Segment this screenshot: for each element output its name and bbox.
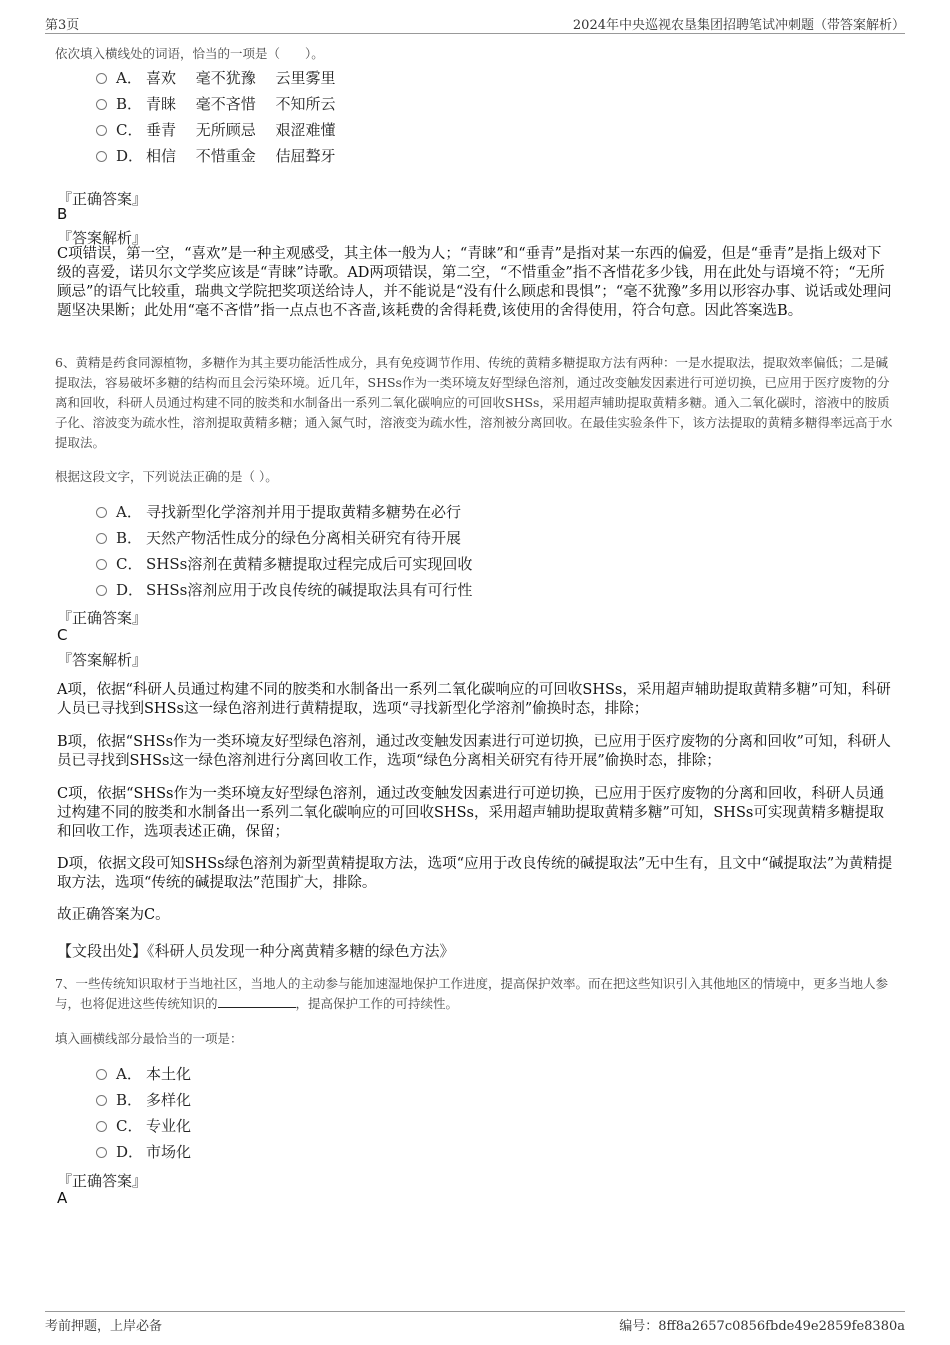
fill-blank <box>218 995 296 1008</box>
page-number: 第3页 <box>45 18 80 33</box>
q7-stem: 填入画横线部分最恰当的一项是： <box>55 1031 243 1046</box>
q5-answer-label: 『正确答案』 <box>57 190 148 208</box>
q6-option-d[interactable]: D． SHSs溶剂应用于改良传统的碱提取法具有可行性 <box>96 579 472 601</box>
radio-icon[interactable] <box>96 559 107 570</box>
radio-icon[interactable] <box>96 1121 107 1132</box>
radio-icon[interactable] <box>96 1069 107 1080</box>
q5-option-c[interactable]: C． 垂青 无所顾忌 艰涩难懂 <box>96 119 336 141</box>
document-title: 2024年中央巡视农垦集团招聘笔试冲刺题（带答案解析） <box>572 18 905 33</box>
q7-option-a[interactable]: A． 本土化 <box>96 1063 191 1085</box>
q5-option-d[interactable]: D． 相信 不惜重金 佶屈聱牙 <box>96 145 336 167</box>
q6-option-b[interactable]: B． 天然产物活性成分的绿色分离相关研究有待开展 <box>96 527 461 549</box>
q6-analysis-b: B项，依据“SHSs作为一类环境友好型绿色溶剂，通过改变触发因素进行可逆切换，已应用于医疗废物的分离和回收”可知，科研人员已寻找到SHSs这一绿色溶剂进行分离回收工作，选项“绿色分离相关研究有待开展”偷换时态，排除； <box>57 734 891 769</box>
q6-conclusion: 故正确答案为C。 <box>57 907 170 923</box>
radio-icon[interactable] <box>96 1147 107 1158</box>
q6-answer: C <box>57 626 68 644</box>
q5-option-a[interactable]: A． 喜欢 毫不犹豫 云里雾里 <box>96 67 336 89</box>
q5-option-b[interactable]: B． 青睐 毫不吝惜 不知所云 <box>96 93 336 115</box>
q7-option-c[interactable]: C． 专业化 <box>96 1115 191 1137</box>
radio-icon[interactable] <box>96 507 107 518</box>
q6-answer-label: 『正确答案』 <box>57 609 148 627</box>
q7-option-d[interactable]: D． 市场化 <box>96 1141 191 1163</box>
radio-icon[interactable] <box>96 73 107 84</box>
footer-serial: 编号：8ff8a2657c0856fbde49e2859fe8380a <box>619 1319 905 1334</box>
q6-analysis-a: A项，依据“科研人员通过构建不同的胺类和水制备出一系列二氧化碳响应的可回收SHSs，采用超声辅助提取黄精多糖”可知，科研人员已寻找到SHSs这一绿色溶剂进行黄精提取，选项“寻找新型化学溶剂”偷换时态，排除； <box>57 682 891 717</box>
radio-icon[interactable] <box>96 151 107 162</box>
q6-source: 【文段出处】《科研人员发现一种分离黄精多糖的绿色方法》 <box>57 942 455 960</box>
q7-answer: A <box>57 1189 68 1207</box>
radio-icon[interactable] <box>96 585 107 596</box>
q7-passage <box>55 974 895 1014</box>
q7-option-b[interactable]: B． 多样化 <box>96 1089 191 1111</box>
q6-option-c[interactable]: C． SHSs溶剂在黄精多糖提取过程完成后可实现回收 <box>96 553 472 575</box>
page-footer <box>45 1311 905 1336</box>
q6-stem: 根据这段文字，下列说法正确的是（ ）。 <box>55 469 278 484</box>
q7-answer-label: 『正确答案』 <box>57 1172 148 1190</box>
radio-icon[interactable] <box>96 1095 107 1106</box>
radio-icon[interactable] <box>96 533 107 544</box>
q6-analysis-label: 『答案解析』 <box>57 651 148 669</box>
radio-icon[interactable] <box>96 99 107 110</box>
radio-icon[interactable] <box>96 125 107 136</box>
page-header <box>45 13 905 34</box>
q6-analysis-d: D项，依据文段可知SHSs绿色溶剂为新型黄精提取方法，选项“应用于改良传统的碱提取法”无中生有，且文中“碱提取法”为黄精提取方法，选项“传统的碱提取法”范围扩大，排除。 <box>57 856 893 891</box>
q5-stem: 依次填入横线处的词语，恰当的一项是（ ）。 <box>55 46 324 61</box>
q6-analysis-c: C项，依据“SHSs作为一类环境友好型绿色溶剂，通过改变触发因素进行可逆切换，已应用于医疗废物的分离和回收，科研人员通过构建不同的胺类和水制备出一系列二氧化碳响应的可回收SHSs，采用超声辅助提取黄精多糖”可知，SHSs可实现黄精多糖提取和回收工作，选项表述正确，保留； <box>57 786 884 840</box>
q6-option-a[interactable]: A． 寻找新型化学溶剂并用于提取黄精多糖势在必行 <box>96 501 461 523</box>
q7-passage-after: ，提高保护工作的可持续性。 <box>295 996 459 1011</box>
q7-passage-before: 7、一些传统知识取材于当地社区，当地人的主动参与能加速湿地保护工作进度，提高保护效率。而在把这些知识引入其他地区的情境中，更多当地人参与，也将促进这些传统知识的 <box>55 976 888 1011</box>
q5-analysis: C项错误，第一空，“喜欢”是一种主观感受，其主体一般为人；“青睐”和“垂青”是指对某一东西的偏爱，但是“垂青”是指上级对下级的喜爱，诺贝尔文学奖应该是“青睐”诗歌。AD两项错误，第二空，“不惜重金”指不吝惜花多少钱，用在此处与语境不符；“无所顾忌”的语气比较重，瑞典文学院把奖项送给诗人，并不能说是“没有什么顾虑和畏惧”；“毫不犹豫”多用以形容办事、说话或处理问题坚决果断；此处用“毫不吝惜”指一点点也不吝啬,该耗费的舍得耗费,该使用的舍得使用，符合句意。因此答案选B。 <box>57 246 892 319</box>
q5-analysis-label: 『答案解析』 <box>57 229 148 247</box>
q5-answer: B <box>57 205 68 223</box>
footer-slogan: 考前押题，上岸必备 <box>45 1319 163 1334</box>
q6-passage: 6、黄精是药食同源植物，多糖作为其主要功能活性成分，具有免疫调节作用、传统的黄精多糖提取方法有两种：一是水提取法，提取效率偏低；二是碱提取法，容易破坏多糖的结构而且会污染环境。近几年，SHSs作为一类环境友好型绿色溶剂，通过改变触发因素进行可逆切换，已应用于医疗废物的分离和回收，科研人员通过构建不同的胺类和水制备出一系列二氧化碳响应的可回收SHSs，采用超声辅助提取黄精多糖。通入二氧化碳时，溶液中的胺质子化、溶波变为疏水性，溶剂提取黄精多糖；通入氮气时，溶液变为疏水性，溶剂被分离回收。在最佳实验条件下，该方法提取的黄精多糖得率远高于水提取法。 <box>55 355 893 450</box>
